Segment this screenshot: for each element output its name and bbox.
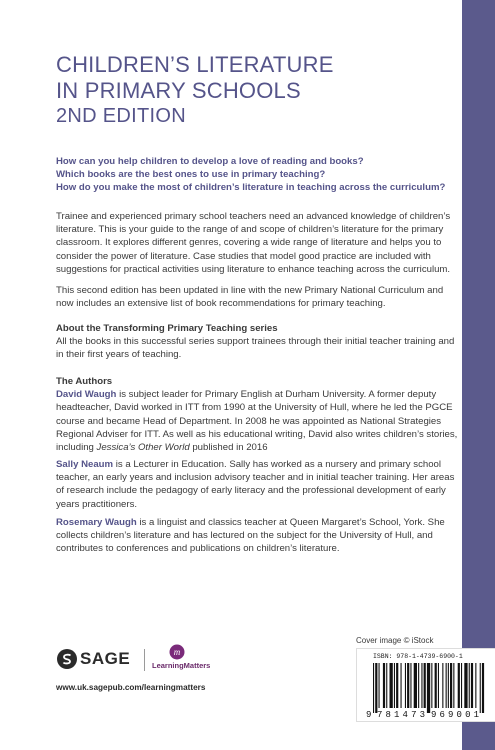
learning-matters-icon xyxy=(168,644,186,660)
edition-label: 2ND EDITION xyxy=(56,105,186,127)
barcode-bar xyxy=(410,663,411,708)
learning-matters-logo xyxy=(152,644,222,676)
barcode-bar xyxy=(446,663,447,708)
barcode-bar xyxy=(464,663,467,708)
authors-heading: The Authors xyxy=(56,376,113,387)
authors-section xyxy=(56,375,461,454)
publisher-name: SAGE xyxy=(80,649,131,668)
barcode-bar xyxy=(435,663,437,708)
sage-logo xyxy=(56,648,130,670)
barcode-bar xyxy=(394,663,395,708)
side-color-band xyxy=(462,0,495,750)
barcode-bar xyxy=(424,663,426,708)
barcode-bar xyxy=(407,663,409,708)
barcode-bar xyxy=(431,663,432,708)
series-section xyxy=(56,322,461,362)
author-name-sally: Sally Neaum xyxy=(56,459,114,470)
intro-paragraph: Trainee and experienced primary school teachers need an advanced knowledge of children’s literature. This is your guide to the range of and scope of children’s literature for the primary classroom. It explores different genres, covering a wide range of literature and helps you to consider the power of literature. Case studies that model good practice are included with suggestions for practical activities using literature to enhance teaching across the curriculum. xyxy=(56,211,451,275)
author-david-bio: is subject leader for Primary English at Durham University. A former deputy headteacher, David worked in ITT from 1990 at the University of Hull, where he led the PGCE course and became Head of Department. In 2008 he was appointed as National Strategies Regional Adviser for ITT. As well as his educational writing, David also writes children’s stories, including xyxy=(56,389,458,454)
barcode-bar xyxy=(421,663,422,708)
barcode-digits-right: 969001 xyxy=(431,710,479,719)
barcode-graphic xyxy=(365,663,489,719)
question-1: How can you help children to develop a love of reading and books? xyxy=(56,156,364,167)
publisher-url[interactable]: www.uk.sagepub.com/learningmatters xyxy=(56,683,206,692)
author-david-bio-block xyxy=(56,388,461,454)
isbn-barcode xyxy=(356,648,495,722)
barcode-bar xyxy=(383,663,385,708)
barcode-bar xyxy=(482,663,484,713)
svg-text:m: m xyxy=(173,647,181,657)
second-edition-paragraph: This second edition has been updated in line with the new Primary National Curriculum and now includes an extensive list of book recommendations for primary teaching. xyxy=(56,285,444,310)
barcode-bar xyxy=(427,663,430,713)
book-title-line-1: CHILDREN’S LITERATURE xyxy=(56,52,334,77)
barcode-bar xyxy=(375,663,377,713)
author-sally-bio: is a Lecturer in Education. Sally has worked as a nursery and primary school teacher, an early years and inclusion advisory teacher and in initial teacher training. Her areas of research include the pedagogy of early literacy and the professional development of early years practitioners. xyxy=(56,459,455,510)
author-david-bio-end: published in 2016 xyxy=(189,442,268,454)
barcode-bar xyxy=(438,663,439,708)
barcode-bar xyxy=(450,663,452,708)
barcode-bar xyxy=(442,663,443,708)
question-3: How do you make the most of children’s literature in teaching across the curriculum? xyxy=(56,182,446,193)
author-name-david: David Waugh xyxy=(56,389,117,401)
barcode-digits-left: 781473 xyxy=(377,710,425,719)
barcode-bar xyxy=(475,663,476,708)
barcode-bar xyxy=(418,663,419,708)
barcode-bar xyxy=(471,663,473,708)
logo-divider xyxy=(144,649,145,671)
barcode-bar xyxy=(379,663,380,708)
imprint-name: LearningMatters xyxy=(152,661,211,670)
barcode-digit-lead: 9 xyxy=(366,710,372,719)
question-2: Which books are the best ones to use in primary teaching? xyxy=(56,169,326,180)
isbn-number: ISBN: 978-1-4739-6900-1 xyxy=(373,653,463,660)
question-list xyxy=(56,155,461,194)
book-title-line-2: IN PRIMARY SCHOOLS xyxy=(56,78,301,103)
barcode-bar xyxy=(396,663,398,708)
barcode-bar xyxy=(386,663,387,708)
barcode-bar xyxy=(401,663,402,708)
barcode-bar xyxy=(469,663,470,708)
series-heading: About the Transforming Primary Teaching series xyxy=(56,323,278,334)
author-david-book-title: Jessica’s Other World xyxy=(96,442,190,454)
author-name-rosemary: Rosemary Waugh xyxy=(56,517,137,528)
barcode-bar xyxy=(373,663,374,713)
series-text: All the books in this successful series support trainees through their initial teacher training and in their first years of teaching. xyxy=(56,336,455,361)
author-rosemary-bio: is a linguist and classics teacher at Queen Margaret’s School, York. She collects children’s literature and has lectured on the subject for the University of Hull, and contributes to conferences and publications on children’s literature. xyxy=(56,517,445,555)
book-title-block xyxy=(56,52,461,128)
barcode-bar xyxy=(405,663,406,708)
barcode-bar xyxy=(480,663,481,713)
barcode-bar xyxy=(448,663,449,708)
back-cover-footer xyxy=(56,636,479,750)
barcode-bar xyxy=(453,663,454,708)
barcode-bar xyxy=(461,663,462,708)
barcode-bar xyxy=(390,663,393,708)
author-sally-bio-block xyxy=(56,458,461,511)
author-rosemary-bio-block xyxy=(56,516,461,556)
cover-image-credit: Cover image © iStock xyxy=(356,636,434,645)
barcode-bar xyxy=(458,663,460,708)
barcode-bar xyxy=(414,663,417,708)
sage-circle-icon xyxy=(56,648,78,670)
